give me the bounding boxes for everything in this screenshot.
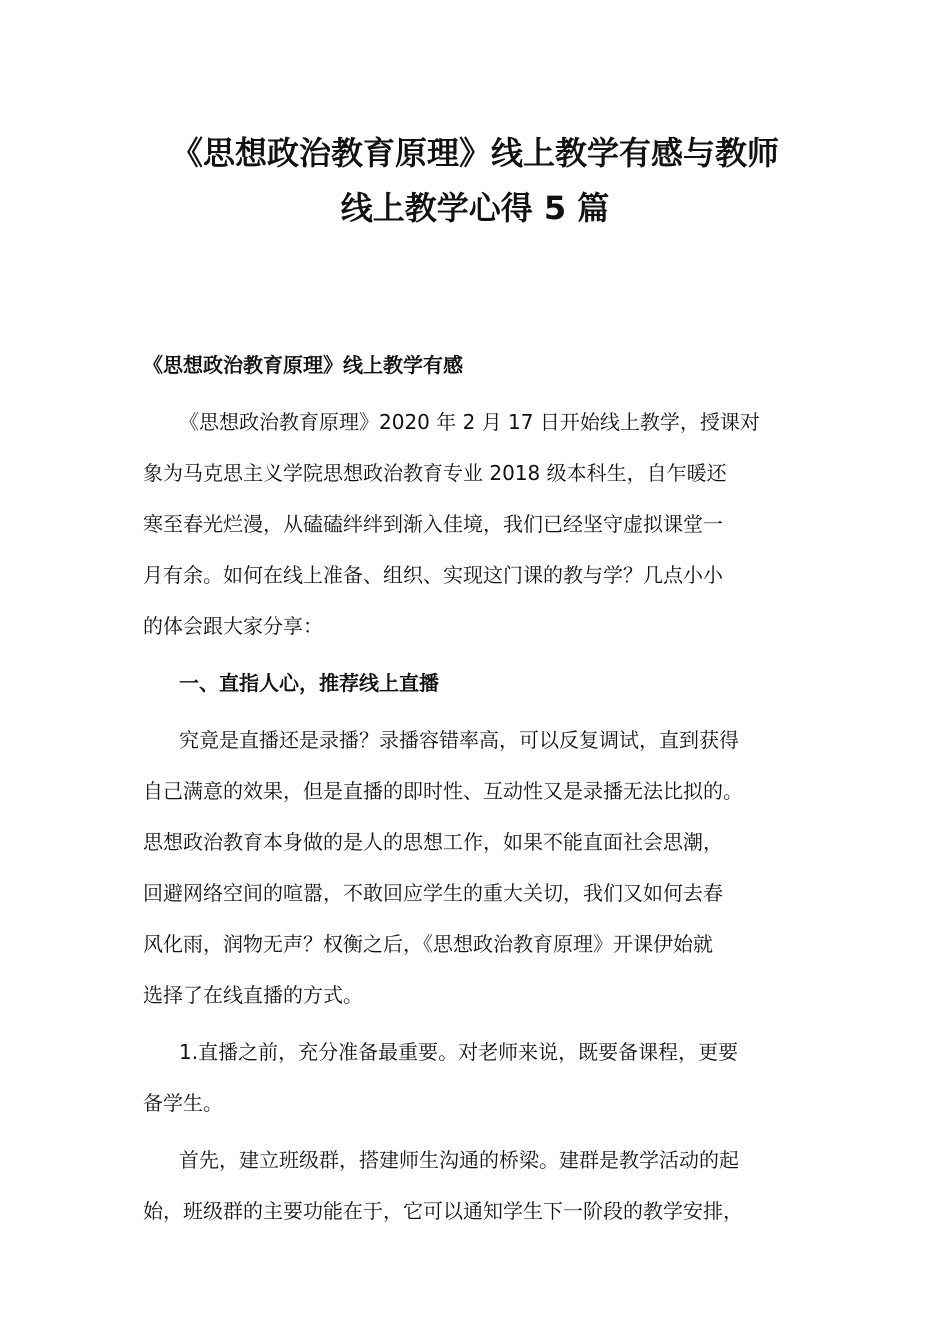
section-title: 《思想政治教育原理》线上教学有感 [143, 353, 463, 377]
paragraph-2-line-2: 备学生。 [143, 1091, 223, 1115]
intro-paragraph [143, 397, 813, 652]
intro-line-5: 的体会跟大家分享： [143, 614, 323, 638]
intro-line-2: 象为马克思主义学院思想政治教育专业 2018 级本科生，自乍暖还 [143, 461, 727, 485]
document-title-line-2: 线上教学心得 5 篇 [340, 189, 610, 227]
paragraph-2 [143, 1027, 813, 1129]
paragraph-1-line-6: 选择了在线直播的方式。 [143, 983, 363, 1007]
paragraph-3-line-2: 始，班级群的主要功能在于，它可以通知学生下一阶段的教学安排， [143, 1199, 743, 1223]
paragraph-3 [143, 1135, 813, 1237]
intro-line-4: 月有余。如何在线上准备、组织、实现这门课的教与学？几点小小 [143, 563, 723, 587]
document-title-line-1: 《思想政治教育原理》线上教学有感与教师 [170, 134, 779, 172]
paragraph-1-line-5: 风化雨，润物无声？权衡之后，《思想政治教育原理》开课伊始就 [143, 932, 713, 956]
document-title [120, 126, 830, 236]
paragraph-1-line-2: 自己满意的效果，但是直播的即时性、互动性又是录播无法比拟的。 [143, 779, 743, 803]
intro-line-3: 寒至春光烂漫，从磕磕绊绊到渐入佳境，我们已经坚守虚拟课堂一 [143, 512, 723, 536]
document-body [143, 340, 813, 1237]
intro-line-1: 《思想政治教育原理》2020 年 2 月 17 日开始线上教学，授课对 [179, 410, 760, 434]
subsection-heading-1: 一、直指人心，推荐线上直播 [179, 671, 439, 695]
paragraph-2-line-1: 1.直播之前，充分准备最重要。对老师来说，既要备课程，更要 [179, 1040, 739, 1064]
paragraph-1 [143, 715, 813, 1021]
paragraph-1-line-4: 回避网络空间的喧嚣，不敢回应学生的重大关切，我们又如何去春 [143, 881, 723, 905]
paragraph-1-line-3: 思想政治教育本身做的是人的思想工作，如果不能直面社会思潮， [143, 830, 723, 854]
paragraph-1-line-1: 究竟是直播还是录播？录播容错率高，可以反复调试，直到获得 [179, 728, 739, 752]
paragraph-3-line-1: 首先，建立班级群，搭建师生沟通的桥梁。建群是教学活动的起 [179, 1148, 739, 1172]
